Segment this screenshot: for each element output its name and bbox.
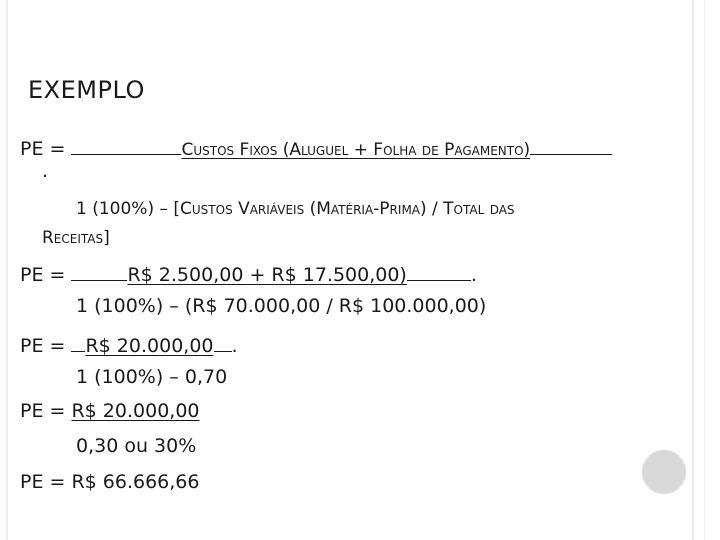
pe-label: PE = bbox=[20, 138, 72, 160]
pe-label: PE = bbox=[20, 400, 72, 422]
formula-line-2: PE = R$ 2.500,00 + R$ 17.500,00) . bbox=[20, 260, 477, 286]
underline-gap bbox=[71, 134, 181, 155]
formula-denominator-4: 0,30 ou 30% bbox=[76, 435, 197, 457]
slide-border-right-inner bbox=[704, 0, 705, 540]
underline-gap bbox=[71, 331, 85, 352]
underline-gap bbox=[407, 260, 471, 281]
formula-line-3: PE = R$ 20.000,00 . bbox=[20, 331, 238, 357]
formula-result: PE = R$ 66.666,66 bbox=[20, 471, 200, 493]
variable-costs-denominator: 1 (100%) – [Custos Variáveis (Matéria-Prima) / Total das bbox=[76, 199, 515, 219]
underline-gap bbox=[214, 331, 232, 352]
pe-label: PE = bbox=[20, 335, 72, 357]
decorative-circle bbox=[642, 450, 686, 494]
underline-gap bbox=[530, 134, 612, 155]
formula-denominator-1 bbox=[76, 197, 515, 219]
slide-title: EXEMPLO bbox=[28, 76, 145, 104]
formula-line-1 bbox=[20, 134, 612, 160]
slide-border-right bbox=[692, 0, 694, 540]
slide-border-left bbox=[6, 0, 8, 540]
numerator-final: R$ 20.000,00 bbox=[71, 400, 200, 422]
formula-line-1-dot: . bbox=[42, 160, 49, 182]
underline-gap bbox=[71, 260, 127, 281]
formula-denominator-1-cont: Receitas] bbox=[42, 228, 110, 248]
numerator-result: R$ 20.000,00 bbox=[85, 335, 214, 357]
formula-line-4 bbox=[20, 400, 200, 422]
numerator-values: R$ 2.500,00 + R$ 17.500,00) bbox=[127, 264, 407, 286]
formula-denominator-2: 1 (100%) – (R$ 70.000,00 / R$ 100.000,00) bbox=[76, 295, 487, 317]
pe-label: PE = bbox=[20, 264, 72, 286]
fixed-costs-numerator: Custos Fixos (Aluguel + Folha de Pagamento) bbox=[181, 140, 531, 160]
formula-denominator-3: 1 (100%) – 0,70 bbox=[76, 366, 228, 388]
